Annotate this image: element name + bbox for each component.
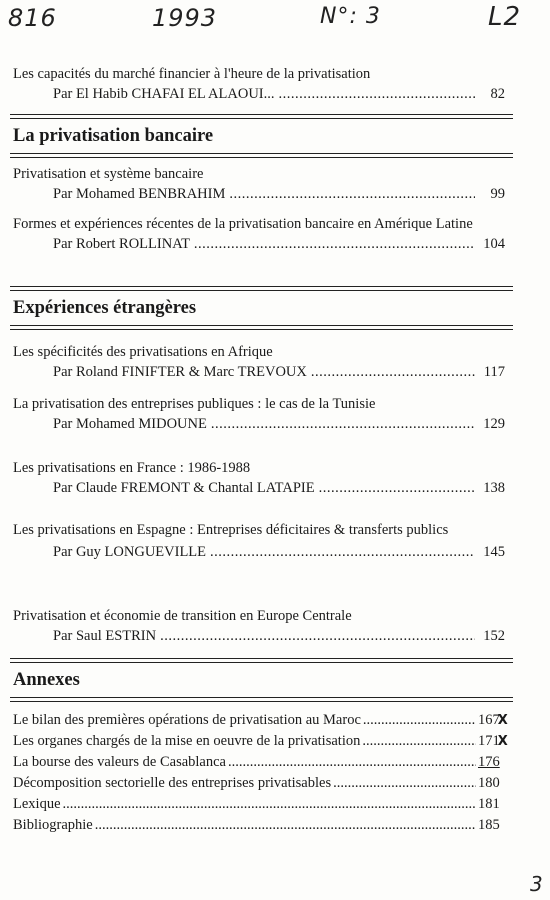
leader-dots (160, 626, 475, 646)
annex-label: Bibliographie (13, 817, 93, 833)
toc-entry[interactable] (13, 164, 505, 204)
annex-label: Le bilan des premières opérations de privatisation au Maroc (13, 712, 361, 728)
entry-author: Par Roland FINIFTER & Marc TREVOUX (53, 364, 307, 380)
section-heading: Expériences étrangères (13, 298, 197, 318)
entry-title: Les spécificités des privatisations en Afrique (13, 344, 273, 360)
annex-page: 185 (478, 817, 500, 833)
leader-dots (210, 542, 475, 562)
toc-entry[interactable] (13, 342, 505, 382)
toc-entry[interactable] (13, 214, 505, 254)
leader-dots (211, 414, 475, 434)
annex-page: 167 (478, 712, 500, 728)
annex-page: 176 (478, 754, 500, 770)
toc-entry[interactable] (13, 64, 505, 104)
section-header (10, 286, 513, 330)
leader-dots (63, 794, 476, 814)
section-heading: La privatisation bancaire (13, 126, 214, 146)
leader-dots (194, 234, 475, 254)
toc-entry[interactable] (13, 606, 505, 646)
handwritten-ref: 816 (8, 4, 57, 32)
handwritten-check-mark: X (497, 734, 508, 749)
annex-label: Les organes chargés de la mise en oeuvre de la privatisation (13, 733, 361, 749)
entry-author: Par Mohamed BENBRAHIM (53, 186, 226, 202)
annex-page: 181 (478, 796, 500, 812)
leader-dots (363, 710, 476, 730)
toc-entry[interactable] (13, 458, 505, 498)
section-heading: Annexes (13, 670, 80, 690)
entry-title: Privatisation et système bancaire (13, 166, 204, 182)
leader-dots (319, 478, 475, 498)
handwritten-check-mark: X (497, 713, 508, 728)
annex-line[interactable] (13, 815, 508, 835)
annex-line[interactable] (13, 731, 508, 752)
entry-author: Par Robert ROLLINAT (53, 236, 190, 252)
handwritten-number: N°: 3 (320, 4, 381, 29)
handwritten-corner-mark: 3 (530, 872, 544, 896)
toc-entry[interactable] (13, 520, 505, 562)
annex-label: Lexique (13, 796, 61, 812)
leader-dots (362, 731, 476, 751)
entry-title: Les capacités du marché financier à l'heure de la privatisation (13, 66, 371, 82)
annex-line[interactable] (13, 794, 508, 814)
entry-title: Les privatisations en France : 1986-1988 (13, 460, 251, 476)
leader-dots (333, 773, 476, 793)
entry-author: Par El Habib CHAFAI EL ALAOUI... (53, 86, 275, 102)
leader-dots (279, 84, 475, 104)
leader-dots (228, 752, 476, 772)
annex-line[interactable] (13, 773, 508, 793)
leader-dots (311, 362, 475, 382)
annex-page: 171 (478, 733, 500, 749)
entry-page: 145 (483, 544, 505, 560)
entry-title: Formes et expériences récentes de la privatisation bancaire en Amérique Latine (13, 216, 473, 232)
section-header (10, 114, 513, 158)
annex-line[interactable] (13, 710, 508, 731)
entry-page: 138 (483, 480, 505, 496)
entry-page: 152 (483, 628, 505, 644)
handwritten-code: L2 (488, 2, 522, 32)
toc-entry[interactable] (13, 394, 505, 434)
leader-dots (95, 815, 476, 835)
annex-label: La bourse des valeurs de Casablanca (13, 754, 226, 770)
entry-page: 99 (490, 186, 505, 202)
entry-author: Par Mohamed MIDOUNE (53, 416, 207, 432)
entry-author: Par Saul ESTRIN (53, 628, 157, 644)
entry-page: 117 (483, 364, 505, 380)
entry-page: 82 (490, 86, 505, 102)
entry-author: Par Claude FREMONT & Chantal LATAPIE (53, 480, 315, 496)
annex-page: 180 (478, 775, 500, 791)
entry-page: 104 (483, 236, 505, 252)
handwritten-year: 1993 (152, 4, 218, 32)
entry-page: 129 (483, 416, 505, 432)
entry-title: Privatisation et économie de transition en Europe Centrale (13, 608, 352, 624)
entry-author: Par Guy LONGUEVILLE (53, 544, 207, 560)
annex-line[interactable] (13, 752, 508, 772)
section-header (10, 658, 513, 702)
leader-dots (229, 184, 475, 204)
annex-label: Décomposition sectorielle des entreprises privatisables (13, 775, 332, 791)
entry-title: Les privatisations en Espagne : Entreprises déficitaires & transferts publics (13, 522, 449, 538)
entry-title: La privatisation des entreprises publiques : le cas de la Tunisie (13, 396, 376, 412)
